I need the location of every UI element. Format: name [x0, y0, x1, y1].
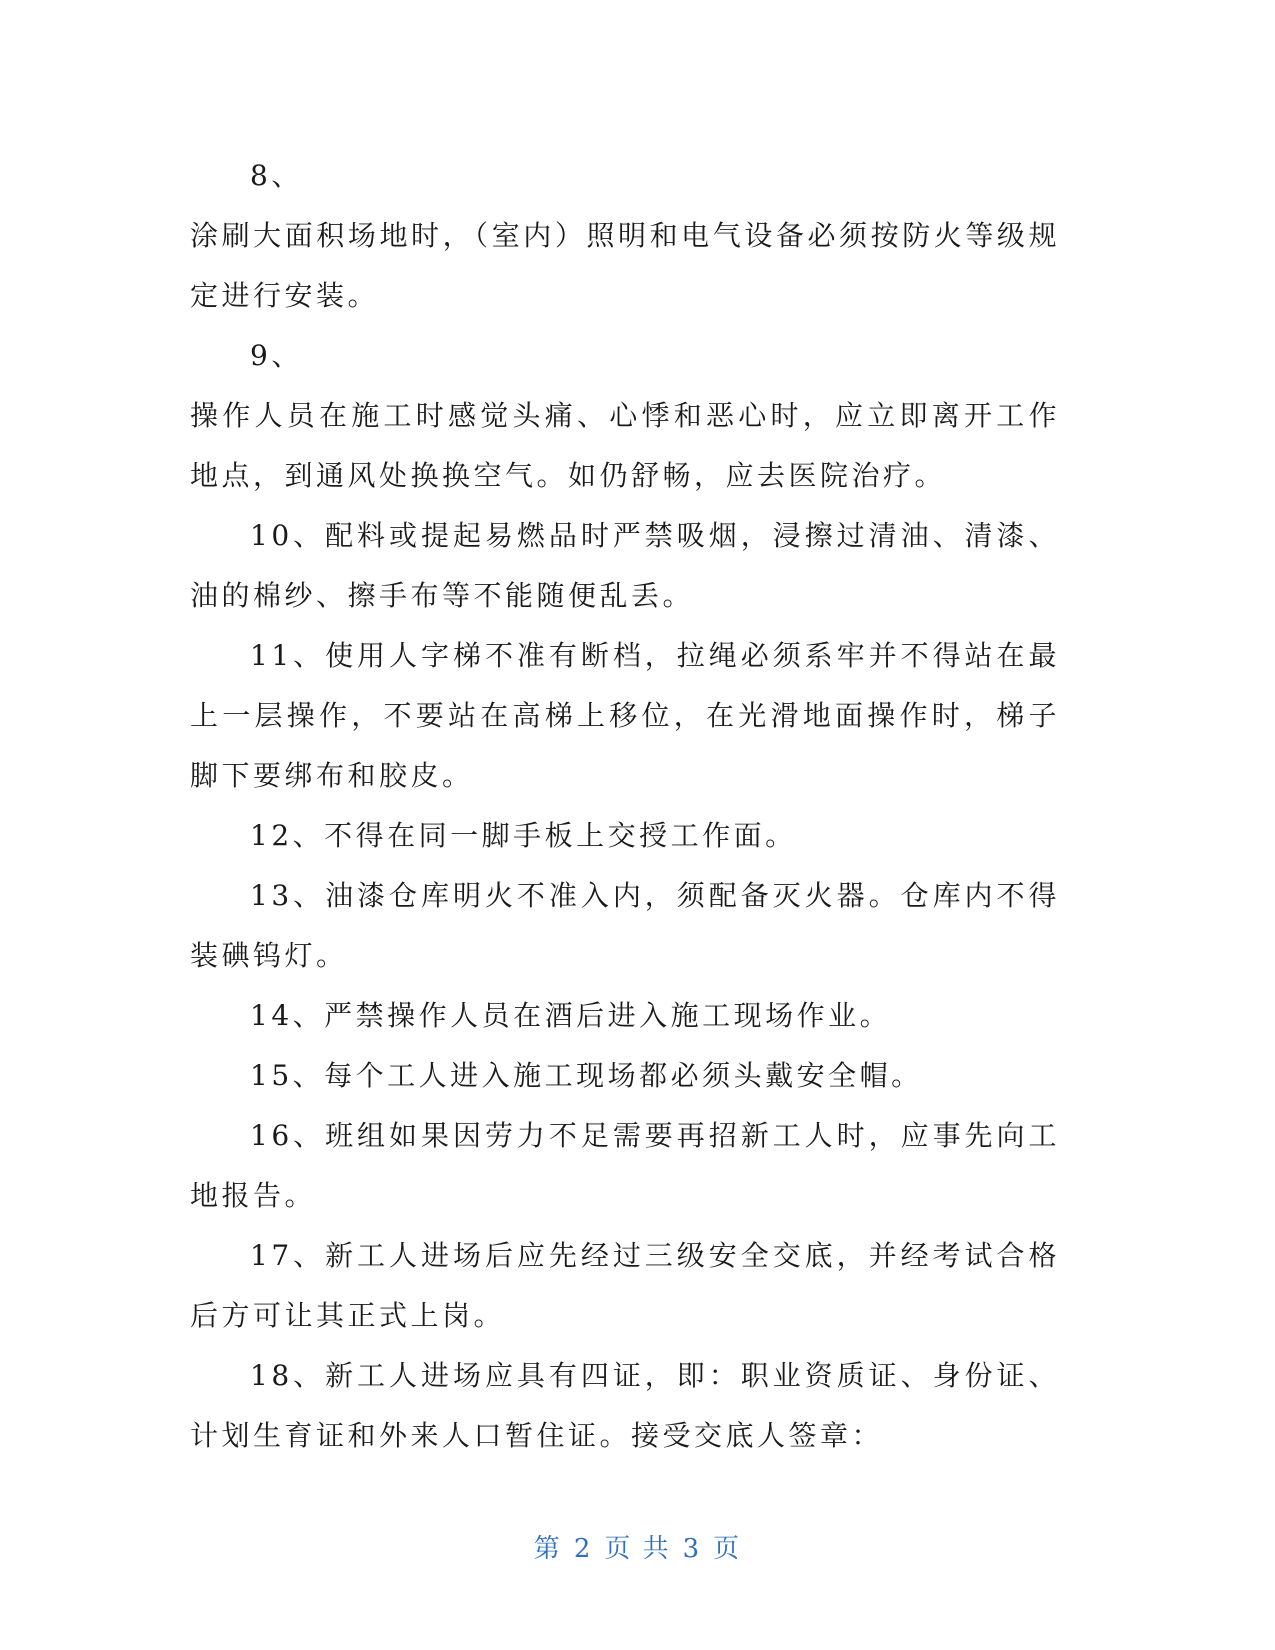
paragraph-16: 16、班组如果因劳力不足需要再招新工人时，应事先向工地报告。	[190, 1119, 1060, 1212]
footer-prefix: 第	[533, 1534, 562, 1564]
paragraph-8-body: 涂刷大面积场地时，（室内）照明和电气设备必须按防火等级规定进行安装。	[190, 219, 1060, 312]
paragraph-8-number: 8、	[250, 159, 303, 192]
document-body	[190, 146, 1060, 1466]
paragraph-14: 14、严禁操作人员在酒后进入施工现场作业。	[250, 999, 892, 1032]
footer-suffix: 页	[713, 1534, 742, 1564]
paragraph-17: 17、新工人进场后应先经过三级安全交底，并经考试合格后方可让其正式上岗。	[190, 1239, 1060, 1332]
paragraph-9-number: 9、	[250, 339, 303, 372]
footer-middle: 页 共	[604, 1534, 671, 1564]
footer-current-page: 2	[573, 1534, 593, 1564]
paragraph-18: 18、新工人进场应具有四证，即：职业资质证、身份证、计划生育证和外来人口暂住证。接受交底人签章：	[190, 1359, 1060, 1452]
paragraph-11: 11、使用人字梯不准有断档，拉绳必须系牢并不得站在最上一层操作，不要站在高梯上移位，在光滑地面操作时，梯子脚下要绑布和胶皮。	[190, 639, 1060, 792]
footer-total-pages: 3	[682, 1534, 702, 1564]
paragraph-10: 10、配料或提起易燃品时严禁吸烟，浸擦过清油、清漆、油的棉纱、擦手布等不能随便乱丢。	[190, 519, 1060, 612]
paragraph-13: 13、油漆仓库明火不准入内，须配备灭火器。仓库内不得装碘钨灯。	[190, 879, 1060, 972]
paragraph-15: 15、每个工人进入施工现场都必须头戴安全帽。	[250, 1059, 923, 1092]
page-footer	[0, 1528, 1275, 1565]
paragraph-12: 12、不得在同一脚手板上交授工作面。	[250, 819, 797, 852]
paragraph-9-body: 操作人员在施工时感觉头痛、心悸和恶心时，应立即离开工作地点，到通风处换换空气。如仍舒畅，应去医院治疗。	[190, 399, 1060, 492]
